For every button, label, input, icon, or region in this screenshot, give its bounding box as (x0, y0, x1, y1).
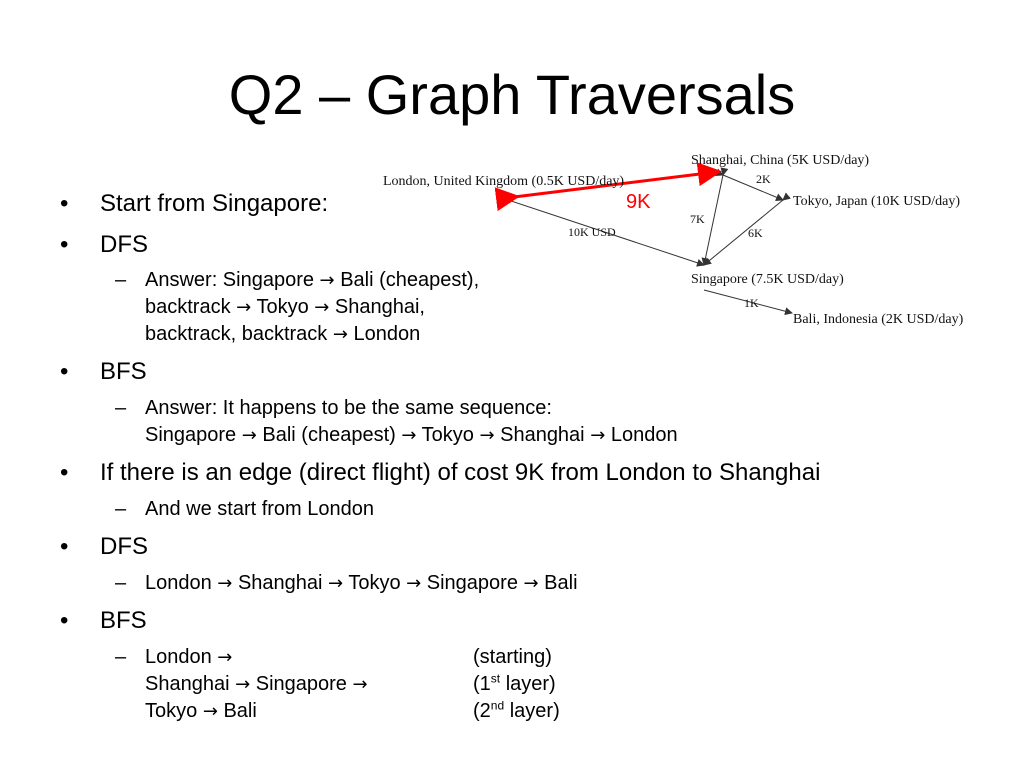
dfs-2-answer-line: London → Shanghai → Tokyo → Singapore → Bali (145, 572, 578, 594)
arrow-icon: → (236, 297, 252, 318)
bfs-2-row-2-note: (1st layer) (473, 671, 556, 695)
edge-label-tokyo-singapore: 6K (748, 226, 763, 240)
arrow-icon: → (217, 647, 233, 668)
arrow-icon: → (319, 270, 335, 291)
node-bali: Bali, Indonesia (2K USD/day) (793, 312, 964, 327)
bullet-dot: • (60, 459, 69, 486)
sub-bullet-dash: – (115, 498, 127, 520)
slide-title: Q2 – Graph Traversals (228, 63, 796, 126)
arrow-icon: → (479, 425, 495, 446)
arrow-icon: → (314, 297, 330, 318)
dfs-1-answer-line-1: Answer: Singapore → Bali (cheapest), (145, 269, 480, 291)
bullet-bfs-1-text: BFS (100, 358, 147, 385)
arrow-icon: → (406, 573, 422, 594)
sub-bullet-dash: – (115, 269, 127, 291)
bullet-dot: • (60, 607, 69, 634)
sub-bullet-dash: – (115, 572, 127, 594)
node-tokyo: Tokyo, Japan (10K USD/day) (793, 194, 960, 209)
bfs-2-row-3-note: (2nd layer) (473, 698, 560, 722)
arrow-icon: → (590, 425, 606, 446)
arrow-icon: → (332, 324, 348, 345)
edge-label-shanghai-tokyo: 2K (756, 172, 771, 186)
arrow-icon: → (241, 425, 257, 446)
bullet-dot: • (60, 358, 69, 385)
bullet-start-text: Start from Singapore: (100, 190, 329, 217)
node-singapore: Singapore (7.5K USD/day) (691, 272, 844, 287)
edge-label-singapore-bali: 1K (744, 296, 759, 310)
bullet-dfs-1-text: DFS (100, 231, 148, 258)
bullet-dot: • (60, 231, 69, 258)
edge-shanghai-tokyo (723, 175, 783, 200)
sub-bullet-bfs-2-answer (115, 644, 715, 728)
edge-label-shanghai-singapore: 7K (690, 212, 705, 226)
bullet-edge-question-text: If there is an edge (direct flight) of cost 9K from London to Shanghai (100, 459, 821, 486)
edge-label-london-shanghai-new: 9K (626, 191, 651, 213)
arrow-icon: → (352, 674, 368, 695)
edge-label-london-singapore: 10K USD (568, 225, 616, 239)
sub-bullet-dash: – (115, 397, 127, 419)
arrow-icon: → (202, 701, 218, 722)
bfs-1-answer-line-1: Answer: It happens to be the same sequence: (145, 397, 552, 419)
bfs-2-row-1: London → (145, 646, 233, 668)
bfs-1-answer-line-2: Singapore → Bali (cheapest) → Tokyo → Shanghai → London (145, 424, 678, 446)
sub-bullet-start-london-text: And we start from London (145, 498, 375, 520)
node-shanghai: Shanghai, China (5K USD/day) (691, 153, 870, 168)
arrow-icon: → (328, 573, 344, 594)
bfs-2-row-2: Shanghai → Singapore → (145, 673, 368, 695)
bullet-bfs-2-text: BFS (100, 607, 147, 634)
arrow-icon: → (217, 573, 233, 594)
dfs-1-answer-line-3: backtrack, backtrack → London (145, 323, 421, 345)
sub-bullet-dash: – (115, 646, 127, 668)
bfs-2-row-3: Tokyo → Bali (145, 700, 257, 722)
bfs-2-row-1-note: (starting) (473, 646, 552, 668)
bullet-dot: • (60, 190, 69, 217)
arrow-icon: → (235, 674, 251, 695)
node-london: London, United Kingdom (0.5K USD/day) (383, 174, 625, 189)
dfs-1-answer-line-2: backtrack → Tokyo → Shanghai, (145, 296, 425, 318)
bullet-dfs-2-text: DFS (100, 533, 148, 560)
arrow-icon: → (401, 425, 417, 446)
arrow-icon: → (523, 573, 539, 594)
bullet-dot: • (60, 533, 69, 560)
